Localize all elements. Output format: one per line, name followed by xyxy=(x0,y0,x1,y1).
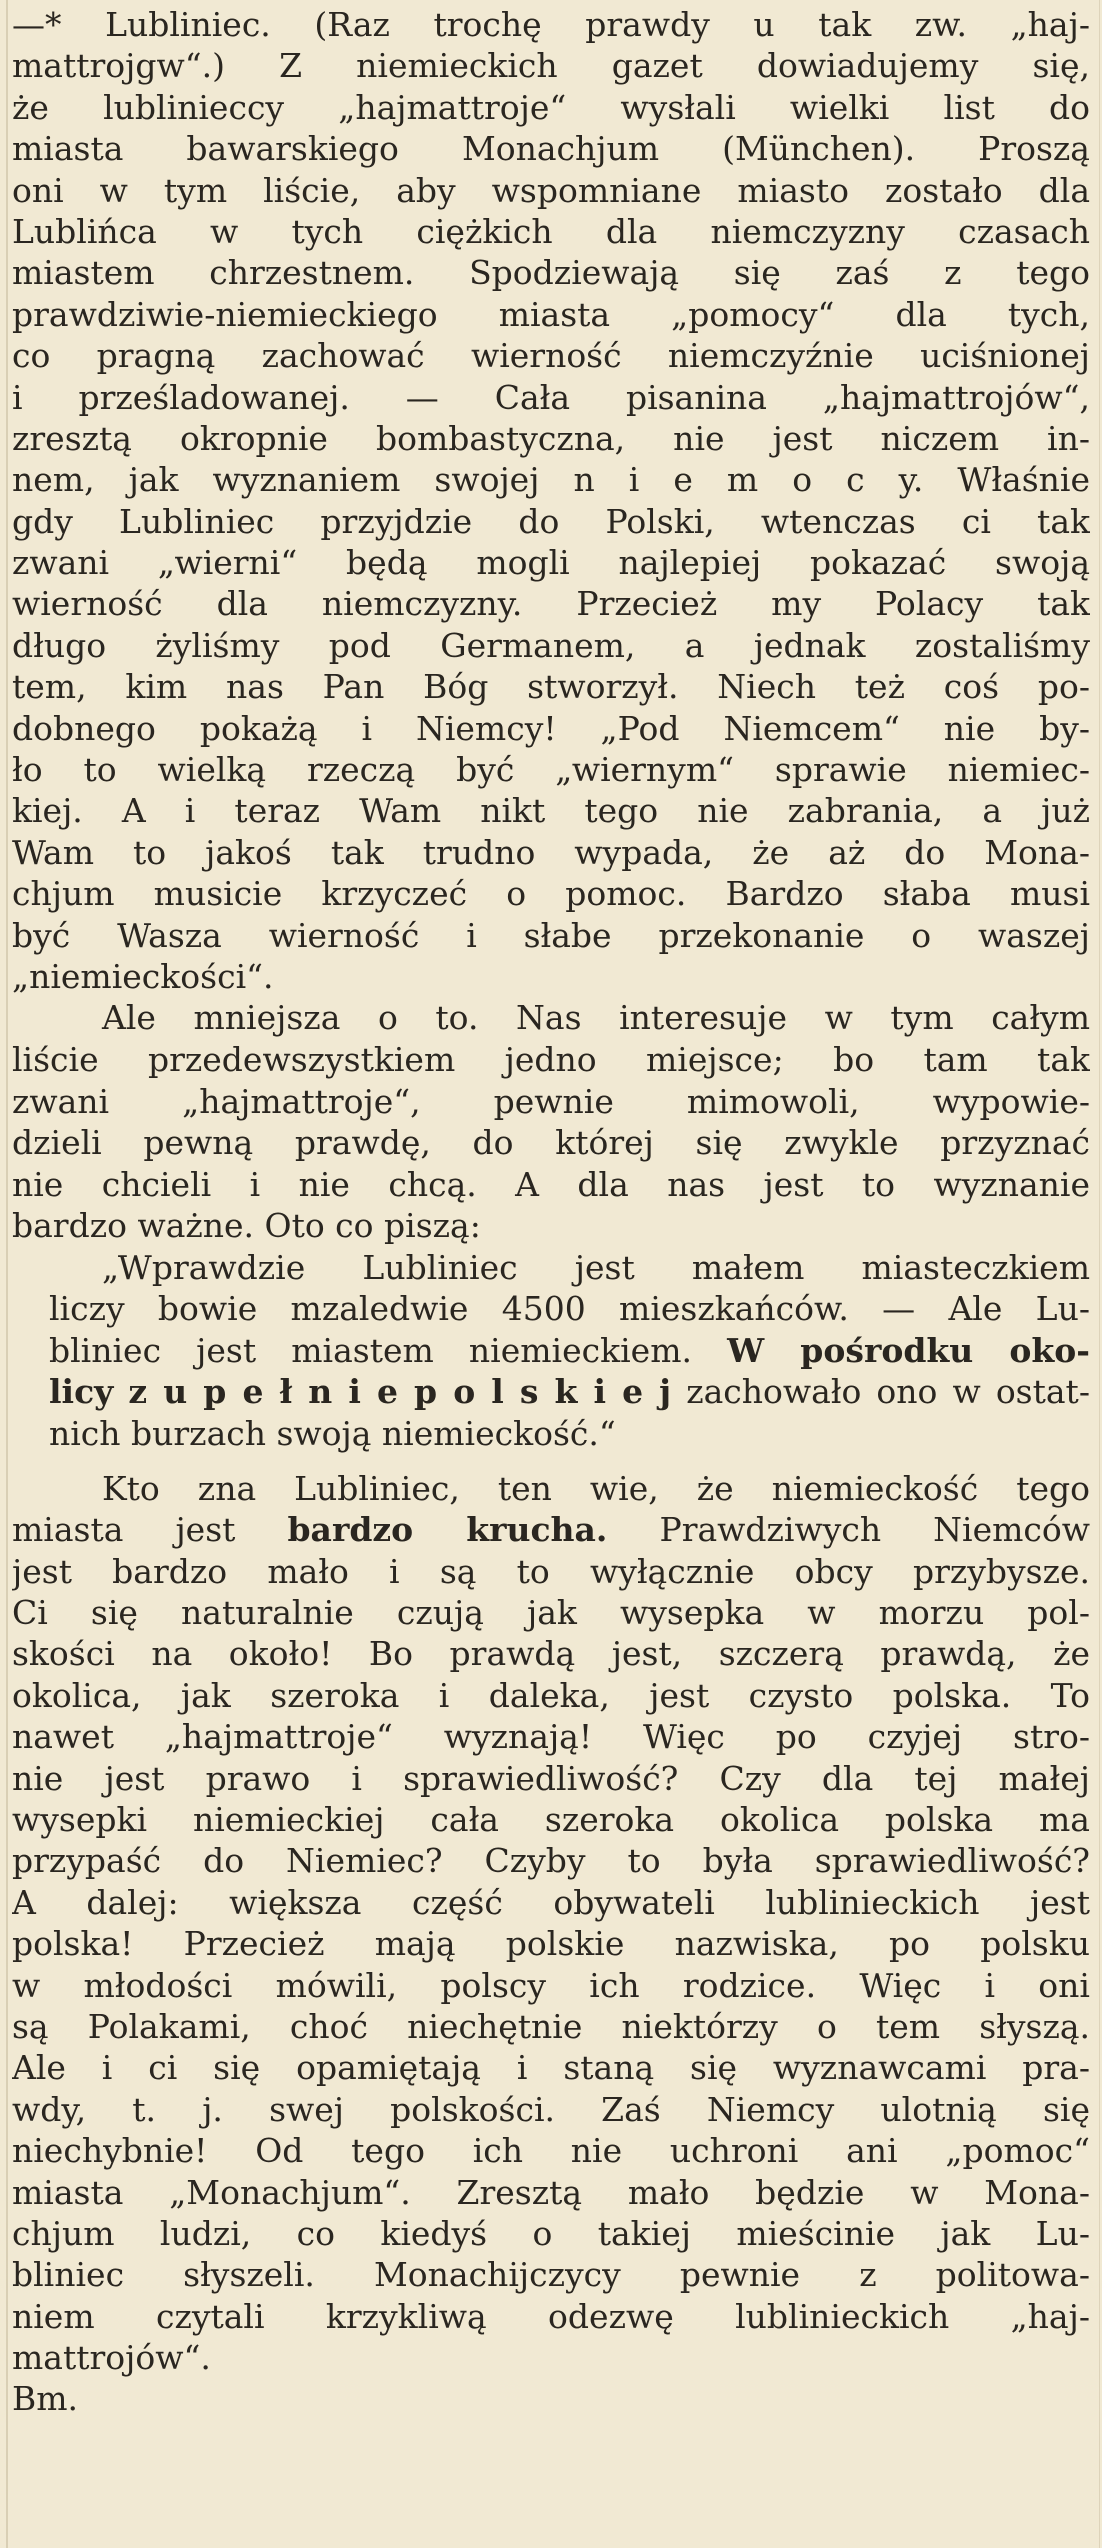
text-line: chjum musicie krzyczeć o pomoc. Bardzo słaba musi xyxy=(12,874,1090,914)
text-line: nich burzach swoją niemieckość.“ xyxy=(49,1413,616,1453)
text-line: chjum ludzi, co kiedyś o takiej mieścinie jak Lu- xyxy=(12,2213,1090,2253)
text-line xyxy=(12,1371,1090,1412)
text-line: „Wprawdzie Lubliniec jest małem miasteczkiem xyxy=(102,1247,1090,1287)
paragraph-2 xyxy=(12,997,1090,1247)
text-line: ło to wielką rzeczą być „wiernym“ sprawie niemiec- xyxy=(12,750,1090,790)
text-line: kiej. A i teraz Wam nikt tego nie zabrania, a już xyxy=(12,791,1090,831)
author-signature: Bm. xyxy=(12,2379,79,2419)
text-line: i prześladowanej. — Cała pisanina „hajmattrojów“, xyxy=(12,377,1090,417)
text-line: Kto zna Lubliniec, ten wie, że niemieckość tego xyxy=(102,1468,1090,1508)
text-line: „niemieckości“. xyxy=(12,956,274,996)
text-line: A dalej: większa część obywateli lublinieckich jest xyxy=(12,1882,1090,1922)
quoted-letter xyxy=(12,1247,1090,1454)
text-line: być Wasza wierność i słabe przekonanie o waszej xyxy=(12,915,1090,955)
paragraph-3 xyxy=(12,1468,1090,2420)
bold-phrase: W pośrodku oko- xyxy=(727,1330,1090,1370)
text-line: polska! Przecież mają polskie nazwiska, po polsku xyxy=(12,1924,1090,1964)
text-line: oni w tym liście, aby wspomniane miasto zostało dla xyxy=(12,170,1090,210)
text-line: mattrojgw“.) Z niemieckich gazet dowiadujemy się, xyxy=(12,46,1090,86)
text-line: niechybnie! Od tego ich nie uchroni ani „pomoc“ xyxy=(12,2131,1090,2171)
text-fragment: miasta jest xyxy=(12,1510,236,1550)
text-line: zwani „wierni“ będą mogli najlepiej pokazać swoją xyxy=(12,543,1090,583)
text-line xyxy=(12,1330,1090,1371)
text-line: tem, kim nas Pan Bóg stworzył. Niech też coś po- xyxy=(12,667,1090,707)
text-line: wdy, t. j. swej polskości. Zaś Niemcy ulotnią się xyxy=(12,2089,1090,2129)
paragraph-gap xyxy=(12,1454,1090,1468)
bold-word: licy xyxy=(49,1372,114,1412)
text-line: okolica, jak szeroka i daleka, jest czysto polska. To xyxy=(12,1675,1090,1715)
text-line: niem czytali krzykliwą odezwę lublinieckich „haj- xyxy=(12,2296,1090,2336)
text-line: przypaść do Niemiec? Czyby to była sprawiedliwość? xyxy=(12,1841,1090,1881)
text-line: prawdziwie-niemieckiego miasta „pomocy“ dla tych, xyxy=(12,294,1090,334)
text-line: nawet „hajmattroje“ wyznają! Więc po czyjej stro- xyxy=(12,1717,1090,1757)
text-line: bliniec słyszeli. Monachijczycy pewnie z politowa- xyxy=(12,2255,1090,2295)
text-line: wysepki niemieckiej cała szeroka okolica polska ma xyxy=(12,1800,1090,1840)
text-line: miastem chrzestnem. Spodziewają się zaś z tego xyxy=(12,253,1090,293)
text-line: Wam to jakoś tak trudno wypada, że aż do Mona- xyxy=(12,832,1090,872)
text-line: w młodości mówili, polscy ich rodzice. Więc i oni xyxy=(12,1965,1090,2005)
text-line: dobnego pokażą i Niemcy! „Pod Niemcem“ nie by- xyxy=(12,708,1090,748)
text-line: bardzo ważne. Oto co piszą: xyxy=(12,1206,481,1246)
quote-text: bliniec jest miastem niemieckiem. xyxy=(49,1330,692,1370)
text-line: Ale i ci się opamiętają i staną się wyznawcami pra- xyxy=(12,2048,1090,2088)
text-line xyxy=(12,2378,1090,2419)
text-line: Ci się naturalnie czują jak wysepka w morzu pol- xyxy=(12,1593,1090,1633)
right-edge xyxy=(1099,0,1100,2548)
text-line: jest bardzo mało i są to wyłącznie obcy przybysze. xyxy=(12,1551,1090,1591)
text-line: Lublińca w tych ciężkich dla niemczyzny czasach xyxy=(12,211,1090,251)
text-line xyxy=(12,1509,1090,1550)
text-line: że lublinieccy „hajmattroje“ wysłali wielki list do xyxy=(12,87,1090,127)
text-line: nie chcieli i nie chcą. A dla nas jest to wyznanie xyxy=(12,1164,1090,1204)
text-line: skości na około! Bo prawdą jest, szczerą prawdą, że xyxy=(12,1634,1090,1674)
text-line: dzieli pewną prawdę, do której się zwykle przyznać xyxy=(12,1123,1090,1163)
text-fragment: Prawdziwych Niemców xyxy=(659,1510,1090,1550)
text-line: nem, jak wyznaniem swojej n i e m o c y. Właśnie xyxy=(12,460,1090,500)
quote-text: zachowało ono w ostat- xyxy=(686,1372,1090,1412)
text-line: zresztą okropnie bombastyczna, nie jest niczem in- xyxy=(12,418,1090,458)
text-line: liczy bowie mzaledwie 4500 mieszkańców. — Ale Lu- xyxy=(49,1289,1090,1329)
bold-phrase: bardzo krucha. xyxy=(287,1510,608,1550)
text-line: nie jest prawo i sprawiedliwość? Czy dla tej małej xyxy=(12,1758,1090,1798)
text-line: miasta bawarskiego Monachjum (München). Proszą xyxy=(12,129,1090,169)
text-line: —* Lubliniec. (Raz trochę prawdy u tak zw. „haj- xyxy=(12,5,1090,44)
text-line: są Polakami, choć niechętnie niektórzy o tem słyszą. xyxy=(12,2006,1090,2046)
text-line: co pragną zachować wierność niemczyźnie uciśnionej xyxy=(12,336,1090,376)
spaced-bold-phrase: z u p e ł n i e p o l s k i e j xyxy=(128,1372,672,1412)
text-line: Ale mniejsza o to. Nas interesuje w tym całym xyxy=(102,998,1090,1038)
text-line: miasta „Monachjum“. Zresztą mało będzie w Mona- xyxy=(12,2172,1090,2212)
text-line: liście przedewszystkiem jedno miejsce; bo tam tak xyxy=(12,1039,1090,1079)
text-line: wierność dla niemczyzny. Przecież my Polacy tak xyxy=(12,584,1090,624)
paragraph-1 xyxy=(12,4,1090,997)
text-line: zwani „hajmattroje“, pewnie mimowoli, wypowie- xyxy=(12,1081,1090,1121)
text-line: długo żyliśmy pod Germanem, a jednak zostaliśmy xyxy=(12,625,1090,665)
text-line: gdy Lubliniec przyjdzie do Polski, wtenczas ci tak xyxy=(12,501,1090,541)
left-fold-edge xyxy=(6,0,8,2548)
text-line: mattrojów“. xyxy=(12,2338,211,2378)
